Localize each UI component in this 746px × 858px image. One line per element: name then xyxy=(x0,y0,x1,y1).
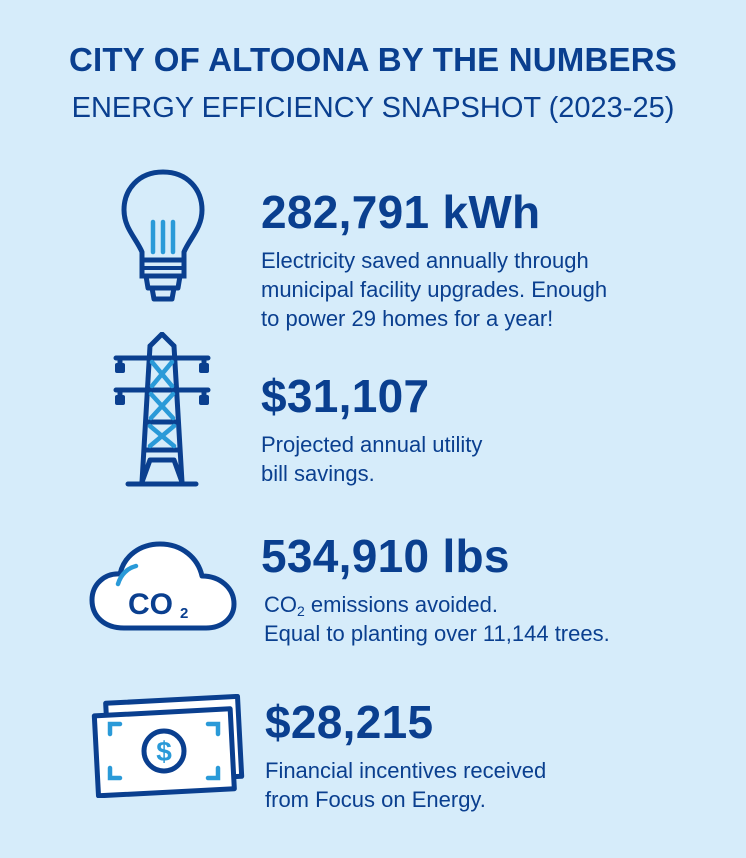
stat-description xyxy=(261,246,607,333)
desc-line: to power 29 homes for a year! xyxy=(261,306,554,331)
stat-value: 282,791 kWh xyxy=(261,186,541,238)
stat-description xyxy=(265,756,546,814)
co2-subscript: 2 xyxy=(297,603,305,619)
lightbulb-icon xyxy=(118,168,208,308)
desc-line: bill savings. xyxy=(261,461,375,486)
stat-emissions-text xyxy=(261,528,610,648)
stat-value: $31,107 xyxy=(261,370,430,422)
co2-cloud-icon xyxy=(88,538,238,634)
desc-line: from Focus on Energy. xyxy=(265,787,486,812)
money-bill-icon xyxy=(90,694,250,798)
dollar-sign-label: $ xyxy=(156,736,172,767)
stat-electricity-text xyxy=(261,184,607,333)
header xyxy=(0,38,746,130)
stat-description xyxy=(261,430,482,488)
co2-icon-label: CO xyxy=(128,588,173,621)
stat-incentives-text xyxy=(265,694,546,814)
co2-icon-subscript: 2 xyxy=(180,605,189,622)
page-subtitle: ENERGY EFFICIENCY SNAPSHOT (2023-25) xyxy=(71,92,675,124)
desc-line: Electricity saved annually through xyxy=(261,248,589,273)
desc-line xyxy=(264,590,610,619)
stat-description xyxy=(264,590,610,648)
desc-line: Projected annual utility xyxy=(261,432,483,457)
desc-line-rest: emissions avoided. xyxy=(304,592,499,617)
co2-text: CO xyxy=(264,592,297,617)
stat-value: 534,910 lbs xyxy=(261,530,510,582)
stat-value: $28,215 xyxy=(265,696,434,748)
page-title: CITY OF ALTOONA BY THE NUMBERS xyxy=(69,41,677,78)
stat-utility-text xyxy=(261,368,482,488)
desc-line: Financial incentives received xyxy=(265,758,547,783)
desc-line: municipal facility upgrades. Enough xyxy=(261,277,608,302)
power-tower-icon xyxy=(112,332,212,492)
desc-line: Equal to planting over 11,144 trees. xyxy=(264,621,610,646)
